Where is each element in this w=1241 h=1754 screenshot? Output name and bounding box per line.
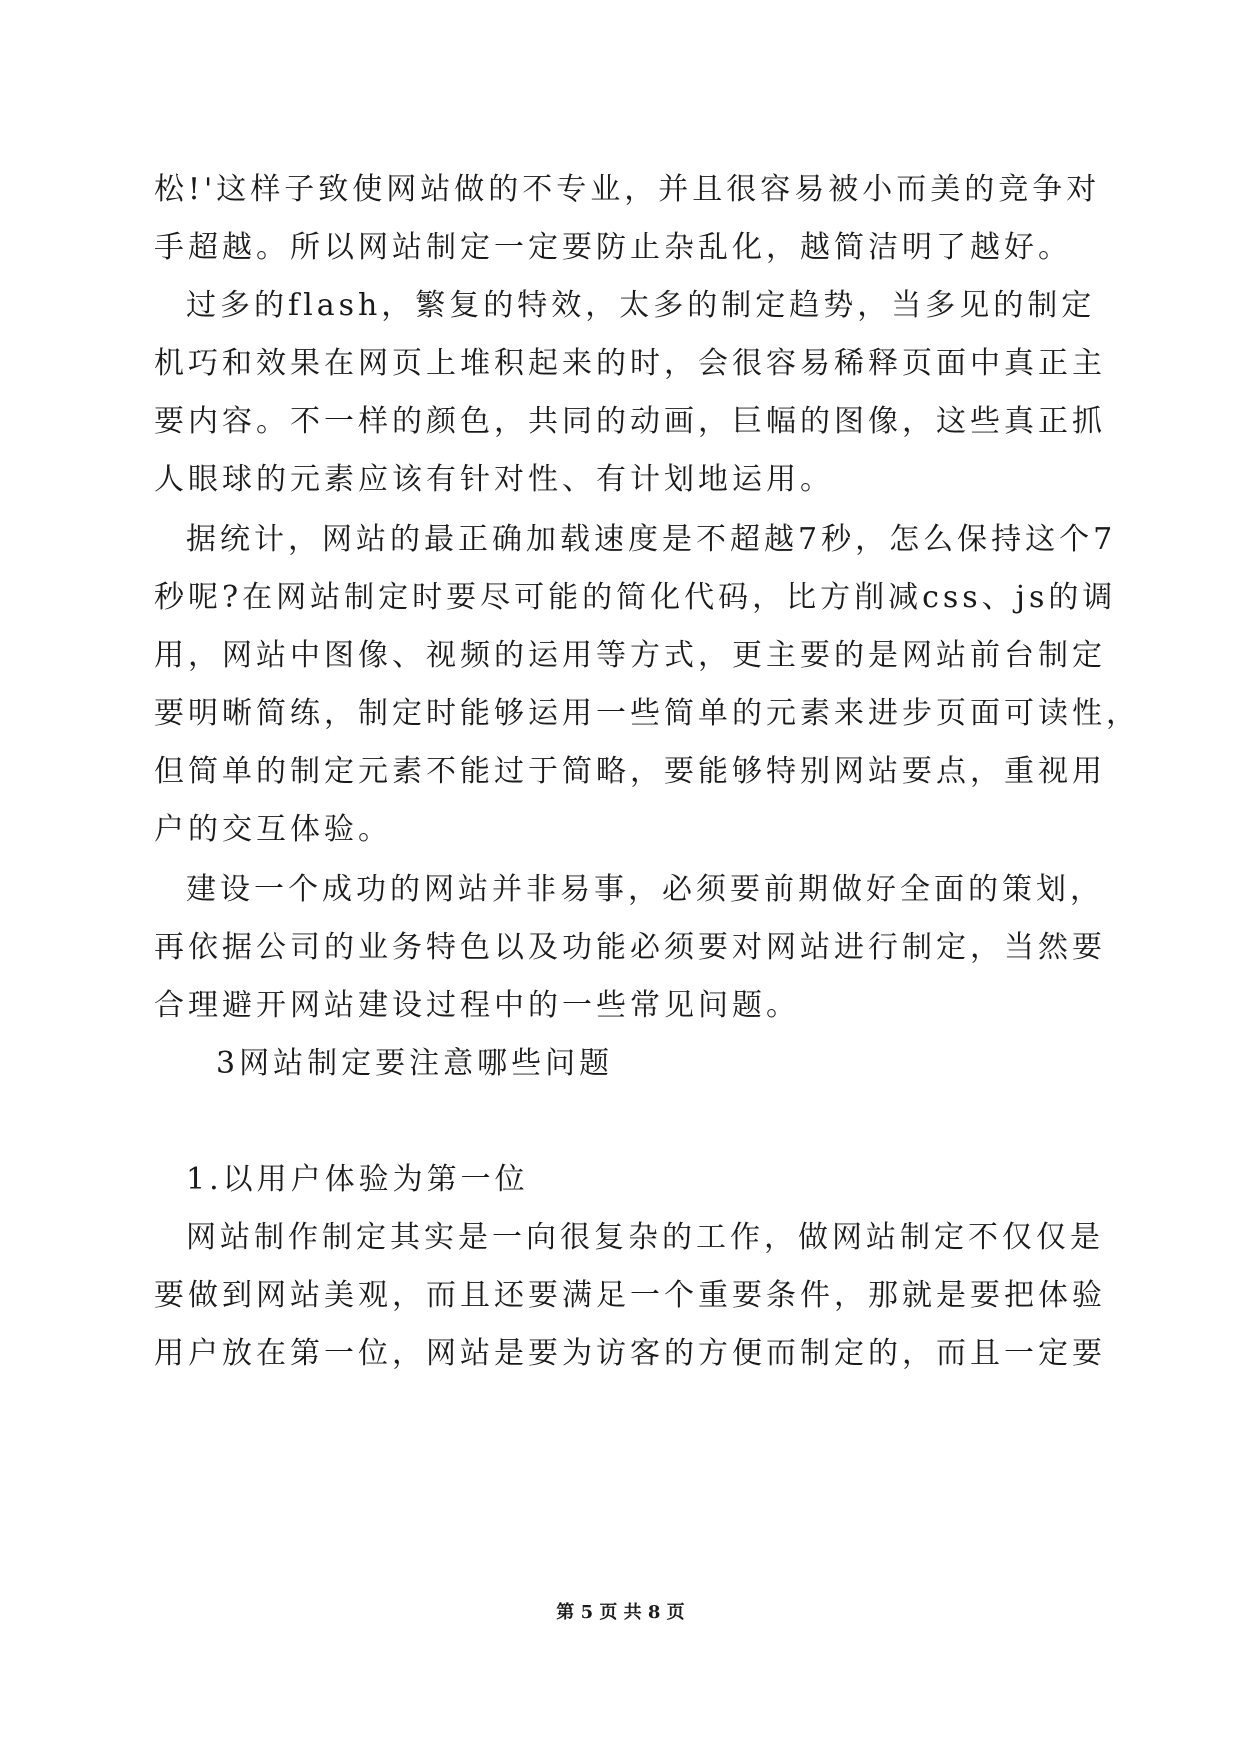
paragraph-line: 松!'这样子致使网站做的不专业，并且很容易被小而美的竞争对 [154,172,1101,207]
paragraph-line: 要做到网站美观，而且还要满足一个重要条件，那就是要把体验 [154,1278,1106,1313]
paragraph-line: 建设一个成功的网站并非易事，必须要前期做好全面的策划， [186,872,1104,907]
section-heading: 3网站制定要注意哪些问题 [216,1046,614,1081]
paragraph-line: 过多的flash，繁复的特效，太多的制定趋势，当多见的制定 [186,288,1096,323]
paragraph-line: 人眼球的元素应该有针对性、有计划地运用。 [154,462,834,497]
paragraph-line: 秒呢?在网站制定时要尽可能的简化代码，比方削减css、js的调 [154,580,1117,615]
paragraph-line: 用，网站中图像、视频的运用等方式，更主要的是网站前台制定 [154,638,1106,673]
paragraph-line: 要内容。不一样的颜色，共同的动画，巨幅的图像，这些真正抓 [154,404,1106,439]
paragraph-line: 再依据公司的业务特色以及功能必须要对网站进行制定，当然要 [154,930,1106,965]
page-number-footer: 第 5 页 共 8 页 [556,1602,685,1623]
subheading: 1.以用户体验为第一位 [186,1162,529,1197]
paragraph-line: 户的交互体验。 [154,812,392,847]
paragraph-line: 但简单的制定元素不能过于简略，要能够特别网站要点，重视用 [154,754,1106,789]
paragraph-line: 合理避开网站建设过程中的一些常见问题。 [154,988,800,1023]
paragraph-line: 用户放在第一位，网站是要为访客的方便而制定的，而且一定要 [154,1336,1106,1371]
paragraph-line: 网站制作制定其实是一向很复杂的工作，做网站制定不仅仅是 [186,1220,1104,1255]
paragraph-line: 机巧和效果在网页上堆积起来的时，会很容易稀释页面中真正主 [154,346,1106,381]
paragraph-line: 据统计，网站的最正确加载速度是不超越7秒，怎么保持这个7 [186,522,1117,557]
paragraph-line: 要明晰简练，制定时能够运用一些简单的元素来进步页面可读性， [154,696,1140,731]
paragraph-line: 手超越。所以网站制定一定要防止杂乱化，越简洁明了越好。 [154,230,1072,265]
